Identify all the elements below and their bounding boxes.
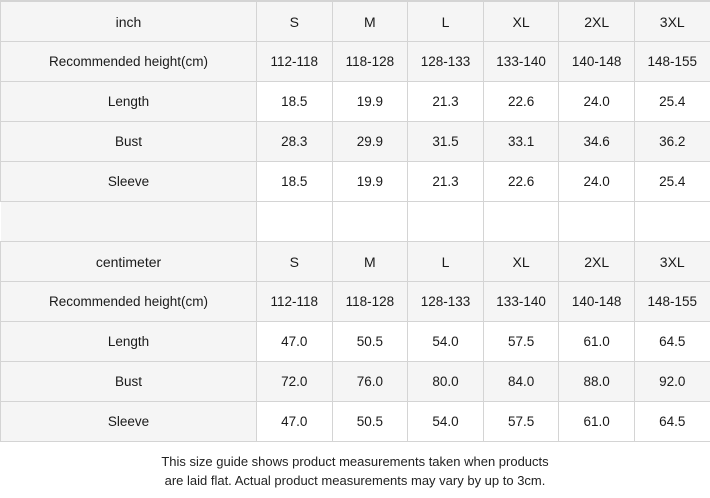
cell-value: 76.0 [332, 362, 408, 402]
unit-label-inch: inch [1, 2, 257, 42]
cell-value: 29.9 [332, 122, 408, 162]
cell-value: 133-140 [483, 42, 559, 82]
spacer-cell [483, 202, 559, 242]
cell-value: 112-118 [257, 282, 333, 322]
cell-value: 54.0 [408, 322, 484, 362]
spacer-cell [559, 202, 635, 242]
spacer-cell [408, 202, 484, 242]
cell-value: 112-118 [257, 42, 333, 82]
cell-value: 80.0 [408, 362, 484, 402]
size-header-l: L [408, 2, 484, 42]
table-row [1, 162, 710, 202]
cell-value: 18.5 [257, 162, 333, 202]
row-label: Length [1, 322, 257, 362]
cell-value: 128-133 [408, 282, 484, 322]
table-row [1, 322, 710, 362]
table-row [1, 82, 710, 122]
size-header-2xl: 2XL [559, 2, 635, 42]
cell-value: 31.5 [408, 122, 484, 162]
cell-value: 47.0 [257, 322, 333, 362]
row-label: Sleeve [1, 162, 257, 202]
table-row [1, 402, 710, 442]
cell-value: 118-128 [332, 282, 408, 322]
cell-value: 25.4 [634, 162, 710, 202]
cell-value: 64.5 [634, 322, 710, 362]
spacer-cell [634, 202, 710, 242]
table-row [1, 42, 710, 82]
cell-value: 84.0 [483, 362, 559, 402]
row-label: Length [1, 82, 257, 122]
spacer-cell [332, 202, 408, 242]
size-header-xl: XL [483, 2, 559, 42]
cell-value: 128-133 [408, 42, 484, 82]
cell-value: 21.3 [408, 162, 484, 202]
table-header-row [1, 242, 710, 282]
table-header-row [1, 2, 710, 42]
cell-value: 50.5 [332, 402, 408, 442]
cell-value: 21.3 [408, 82, 484, 122]
cell-value: 140-148 [559, 42, 635, 82]
cell-value: 64.5 [634, 402, 710, 442]
cell-value: 57.5 [483, 322, 559, 362]
row-label: Bust [1, 122, 257, 162]
cell-value: 22.6 [483, 162, 559, 202]
table-row [1, 362, 710, 402]
cell-value: 24.0 [559, 82, 635, 122]
cell-value: 57.5 [483, 402, 559, 442]
table-row [1, 282, 710, 322]
row-label: Recommended height(cm) [1, 282, 257, 322]
row-label: Bust [1, 362, 257, 402]
table-spacer-row [1, 202, 710, 242]
note-line-1: This size guide shows product measurements taken when products [161, 454, 549, 469]
cell-value: 18.5 [257, 82, 333, 122]
spacer-cell [1, 202, 257, 242]
size-header-3xl: 3XL [634, 242, 710, 282]
cell-value: 50.5 [332, 322, 408, 362]
cell-value: 61.0 [559, 322, 635, 362]
size-header-m: M [332, 2, 408, 42]
cell-value: 54.0 [408, 402, 484, 442]
cell-value: 33.1 [483, 122, 559, 162]
note-line-2: are laid flat. Actual product measurements may vary by up to 3cm. [164, 473, 546, 488]
cell-value: 148-155 [634, 282, 710, 322]
cell-value: 19.9 [332, 82, 408, 122]
cell-value: 34.6 [559, 122, 635, 162]
spacer-cell [257, 202, 333, 242]
cell-value: 36.2 [634, 122, 710, 162]
size-header-s: S [257, 242, 333, 282]
size-header-3xl: 3XL [634, 2, 710, 42]
cell-value: 24.0 [559, 162, 635, 202]
cell-value: 47.0 [257, 402, 333, 442]
size-header-m: M [332, 242, 408, 282]
size-header-xl: XL [483, 242, 559, 282]
table-row [1, 122, 710, 162]
size-guide-note [0, 442, 710, 498]
cell-value: 148-155 [634, 42, 710, 82]
size-table-inch [0, 1, 710, 442]
cell-value: 118-128 [332, 42, 408, 82]
size-header-2xl: 2XL [559, 242, 635, 282]
cell-value: 140-148 [559, 282, 635, 322]
size-header-l: L [408, 242, 484, 282]
row-label: Recommended height(cm) [1, 42, 257, 82]
cell-value: 61.0 [559, 402, 635, 442]
cell-value: 28.3 [257, 122, 333, 162]
cell-value: 88.0 [559, 362, 635, 402]
cell-value: 22.6 [483, 82, 559, 122]
cell-value: 72.0 [257, 362, 333, 402]
unit-label-centimeter: centimeter [1, 242, 257, 282]
cell-value: 133-140 [483, 282, 559, 322]
size-header-s: S [257, 2, 333, 42]
cell-value: 92.0 [634, 362, 710, 402]
cell-value: 19.9 [332, 162, 408, 202]
row-label: Sleeve [1, 402, 257, 442]
cell-value: 25.4 [634, 82, 710, 122]
